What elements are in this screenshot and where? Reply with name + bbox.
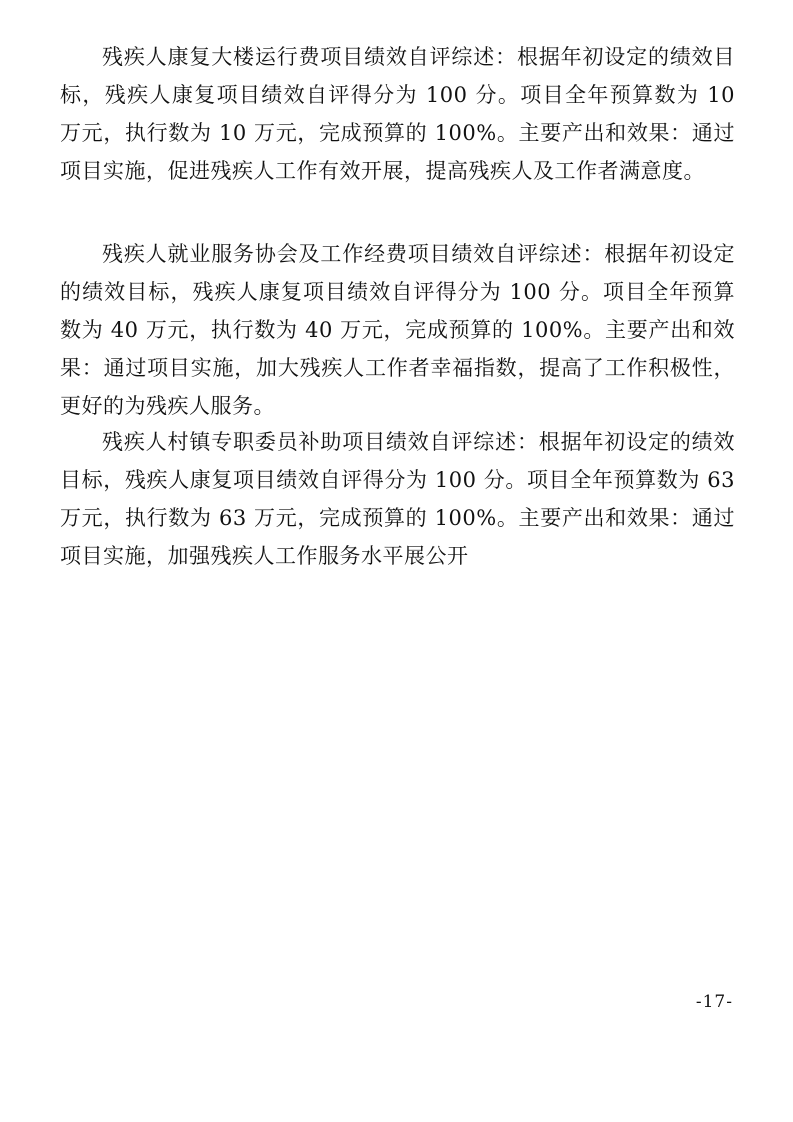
page-number: -17- <box>695 992 733 1012</box>
paragraph-employment-association-summary: 残疾人就业服务协会及工作经费项目绩效自评综述：根据年初设定的绩效目标，残疾人康复项目绩效自评得分为 100 分。项目全年预算数为 40 万元，执行数为 40 万元，完成预算的 100%。主要产出和效果：通过项目实施，加大残疾人工作者幸福指数，提高了工作积极性，更好的为残疾人服务。 <box>60 242 735 418</box>
paragraph-rehab-building-summary: 残疾人康复大楼运行费项目绩效自评综述：根据年初设定的绩效目标，残疾人康复项目绩效自评得分为 100 分。项目全年预算数为 10 万元，执行数为 10 万元，完成预算的 100%。主要产出和效果：通过项目实施，促进残疾人工作有效开展，提高残疾人及工作者满意度。 <box>60 45 735 183</box>
paragraph-village-committee-subsidy-summary: 残疾人村镇专职委员补助项目绩效自评综述：根据年初设定的绩效目标，残疾人康复项目绩效自评得分为 100 分。项目全年预算数为 63 万元，执行数为 63 万元，完成预算的 100%。主要产出和效果：通过项目实施，加强残疾人工作服务水平展公开 <box>60 430 735 568</box>
